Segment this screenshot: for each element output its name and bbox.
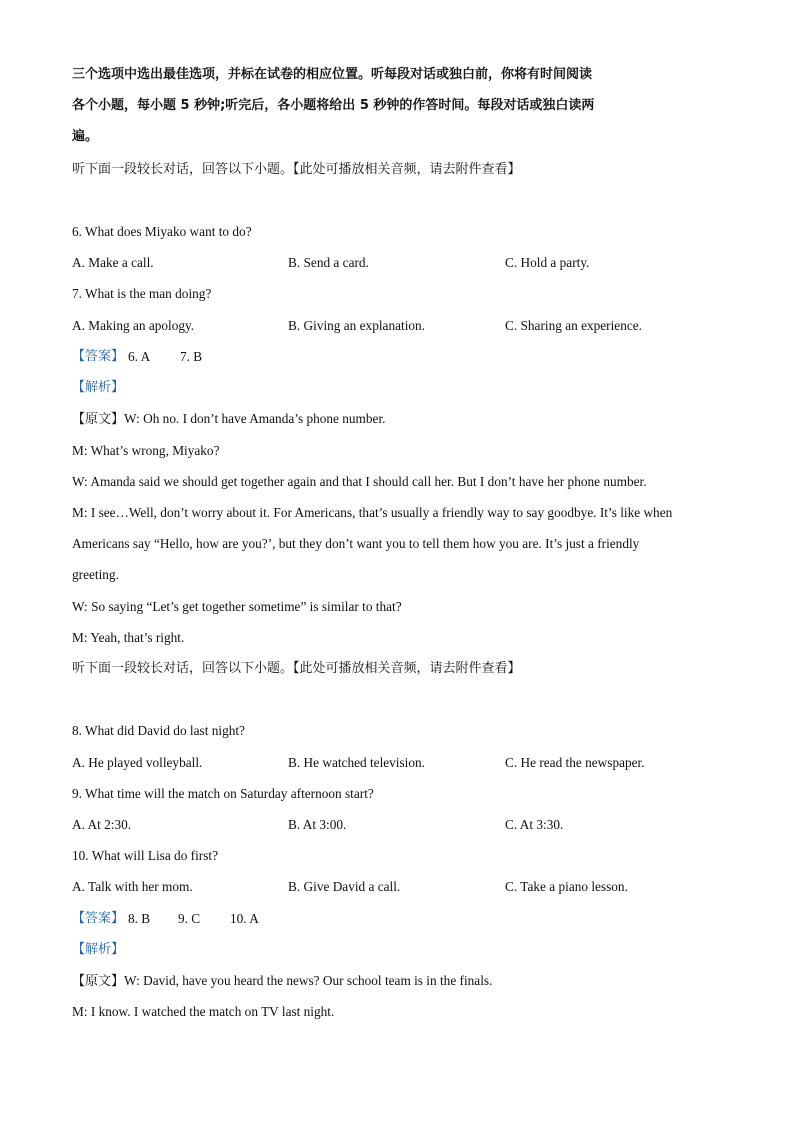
transcript-line: M: I know. I watched the match on TV last night. [72, 1004, 335, 1019]
question-8: 8. What did David do last night? [72, 723, 245, 738]
answer-7: 7. B [180, 349, 203, 364]
q9-option-b: B. At 3:00. [288, 817, 347, 832]
q9-option-c: C. At 3:30. [505, 817, 564, 832]
intro-line-3: 遍。 [72, 129, 99, 144]
transcript-label: 【原文】 [72, 412, 125, 427]
question-6: 6. What does Miyako want to do? [72, 224, 252, 239]
section1-instruction: 听下面一段较长对话，回答以下小题。【此处可播放相关音频，请去附件查看】 [72, 162, 521, 177]
transcript-line: W: Amanda said we should get together again and that I should call her. But I don’t have her phone number. [72, 474, 647, 489]
q6-option-c: C. Hold a party. [505, 255, 590, 270]
section2-instruction: 听下面一段较长对话，回答以下小题。【此处可播放相关音频，请去附件查看】 [72, 661, 521, 676]
analysis-label: 【解析】 [72, 942, 125, 957]
q9-option-a: A. At 2:30. [72, 817, 132, 832]
answer-6: 6. A [128, 349, 151, 364]
answer-label: 【答案】 [72, 911, 125, 926]
intro-line-1: 三个选项中选出最佳选项，并标在试卷的相应位置。听每段对话或独白前，你将有时间阅读 [72, 67, 593, 82]
q6-option-b: B. Send a card. [288, 255, 369, 270]
transcript-line [72, 410, 385, 429]
q10-option-a: A. Talk with her mom. [72, 879, 193, 894]
q10-option-b: B. Give David a call. [288, 879, 401, 894]
answer-label: 【答案】 [72, 349, 125, 364]
transcript-line: M: Yeah, that’s right. [72, 630, 185, 645]
q8-option-c: C. He read the newspaper. [505, 755, 645, 770]
transcript-line [72, 972, 492, 991]
analysis-label: 【解析】 [72, 380, 125, 395]
transcript-line: M: What’s wrong, Miyako? [72, 443, 220, 458]
transcript-line: W: So saying “Let’s get together sometime” is similar to that? [72, 599, 402, 614]
question-7: 7. What is the man doing? [72, 286, 212, 301]
q6-option-a: A. Make a call. [72, 255, 154, 270]
q7-option-c: C. Sharing an experience. [505, 318, 642, 333]
question-10: 10. What will Lisa do first? [72, 848, 218, 863]
q7-option-b: B. Giving an explanation. [288, 318, 426, 333]
answer-8: 8. B [128, 911, 151, 926]
answer-10: 10. A [230, 911, 259, 926]
transcript-line: M: I see…Well, don’t worry about it. For Americans, that’s usually a friendly way to say goodbye. It’s like when [72, 505, 673, 520]
transcript-label: 【原文】 [72, 974, 125, 989]
q7-option-a: A. Making an apology. [72, 318, 195, 333]
question-9: 9. What time will the match on Saturday afternoon start? [72, 786, 374, 801]
transcript-text: W: David, have you heard the news? Our school team is in the finals. [124, 973, 493, 988]
intro-line-2: 各个小题，每小题 5 秒钟;听完后，各小题将给出 5 秒钟的作答时间。每段对话或独白读两 [72, 98, 595, 113]
q8-option-b: B. He watched television. [288, 755, 425, 770]
transcript-text: W: Oh no. I don’t have Amanda’s phone number. [124, 411, 386, 426]
answer-9: 9. C [178, 911, 201, 926]
q10-option-c: C. Take a piano lesson. [505, 879, 628, 894]
transcript-line: greeting. [72, 567, 119, 582]
transcript-line: Americans say “Hello, how are you?’, but they don’t want you to tell them how you are. It’s just a friendly [72, 536, 640, 551]
q8-option-a: A. He played volleyball. [72, 755, 203, 770]
